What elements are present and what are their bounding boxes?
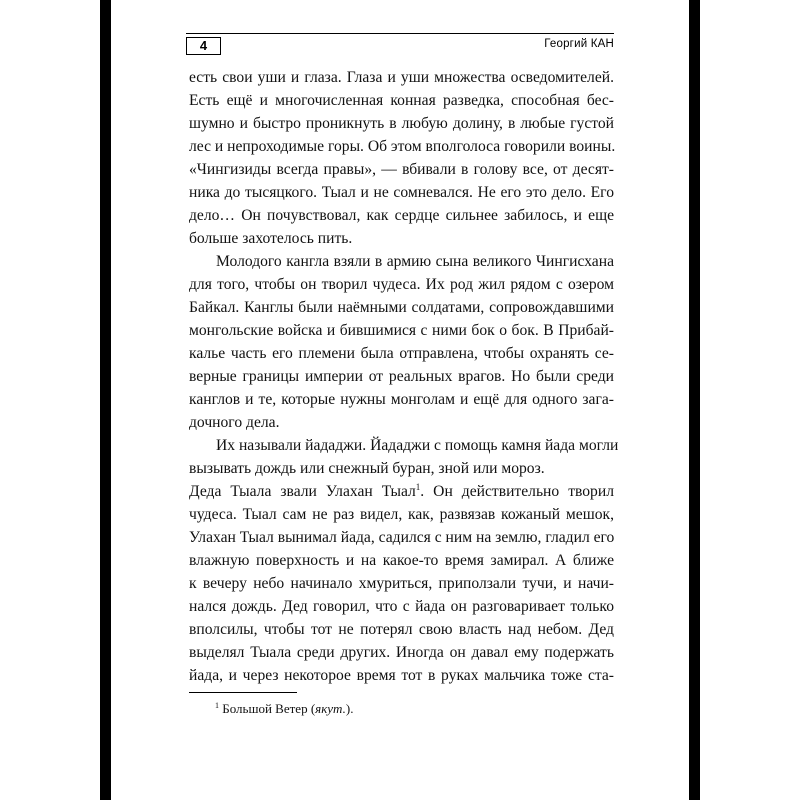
text-line: выделял Тыала среди других. Иногда он давал ему подержать [189,644,614,661]
footnote-reference: 1 [415,482,421,492]
footnote-italic: якут. [315,701,346,716]
author-name: Георгий КАН [544,38,614,50]
text-line: для того, чтобы он творил чудеса. Их род жил рядом с озером [189,276,614,293]
text-line: больше захотелось пить. [189,230,353,247]
text-line: Байкал. Канглы были наёмными солдатами, сопровождавшими [189,299,614,316]
footnote [215,701,353,717]
text-line: чудеса. Тыал сам не раз видел, как, развязав кожаный мешок, [189,506,614,523]
text-line: Их называли йададжи. Йададжи с помощь камня йада могли [216,437,619,454]
text-line: Улахан Тыал вынимал йада, садился с ним на землю, гладил его [189,529,615,546]
body-text [189,66,619,687]
left-border [100,0,111,800]
footnote-marker: 1 [215,701,219,710]
text-line: влажную поверхность и на какое-то время замирал. А ближе [189,552,614,569]
text-line: верные границы империи от реальных врагов. Но были среди [189,368,614,385]
text-segment: Деда Тыала звали Улахан Тыал [189,483,416,500]
right-border [689,0,700,800]
text-line: ника до тысяцкого. Тыал и не сомневался. Не его это дело. Его [189,184,614,201]
text-line: «Чингизиды всегда правы», — вбивали в голову все, от десят- [189,161,614,178]
footnote-text: Большой Ветер ( [222,701,316,716]
text-line: дело… Он почувствовал, как сердце сильнее забилось, и еще [189,207,614,224]
text-line: йада, и через некоторое время тот в руках мальчика тоже ста- [189,667,614,684]
text-line-with-footnote [189,480,614,503]
text-line: дочного дела. [189,414,280,431]
page-number: 4 [186,37,221,55]
text-line: шумно и быстро проникнуть в любую долину, в любые густой [189,115,614,132]
footnote-text-end: ). [345,701,354,716]
text-line: монгольские войска и бившимися с ними бок о бок. В Прибай- [189,322,614,339]
footnote-divider [189,692,297,693]
text-line: канглов и те, которые нужны монголам и ещё для одного зага- [189,391,614,408]
running-header [186,33,614,52]
text-segment: . Он действительно творил [420,483,614,500]
book-page [111,0,689,800]
text-line: Молодого кангла взяли в армию сына великого Чингисхана [216,253,614,270]
text-line: нался дождь. Дед говорил, что с йада он разговаривает только [189,598,614,615]
text-line: Есть ещё и многочисленная конная разведка, способная бес- [189,92,614,109]
text-line: вызывать дождь или снежный буран, зной или мороз. [189,460,545,477]
text-line: к вечеру небо начинало хмуриться, приползали тучи, и начи- [189,575,614,592]
text-line: лес и непроходимые горы. Об этом вполголоса говорили воины. [189,138,616,155]
text-line: калье часть его племени была отправлена, чтобы охранять се- [189,345,614,362]
text-line: вполсилы, чтобы тот не потерял свою власть над небом. Дед [189,621,614,638]
text-line: есть свои уши и глаза. Глаза и уши множества осведомителей. [189,69,614,86]
